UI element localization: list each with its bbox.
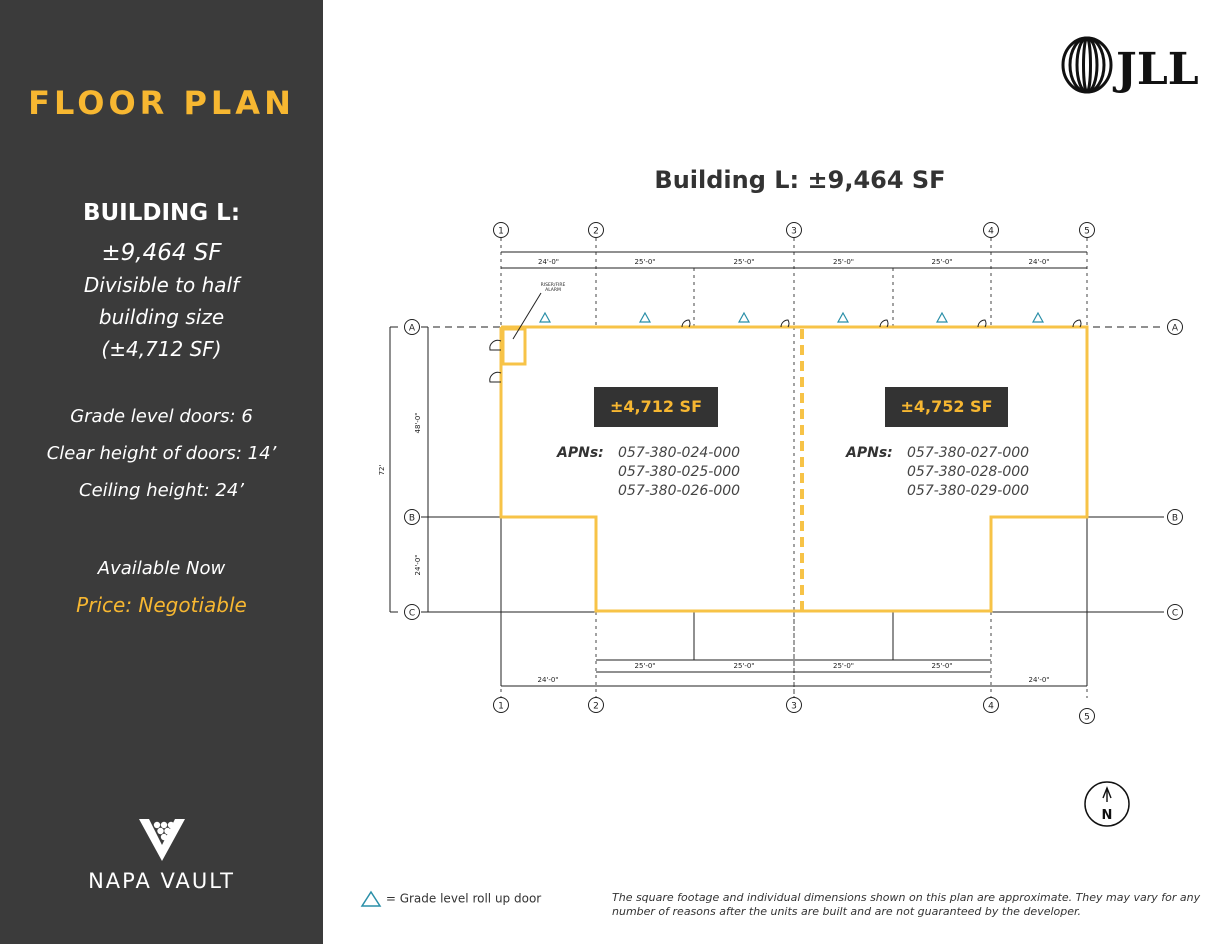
grid-bubble-row-label: B [1171, 513, 1179, 524]
dim-label-top: 25'-0" [634, 258, 656, 266]
napa-vault-text: NAPA VAULT [88, 869, 235, 893]
building-area: ±9,464 SF [101, 240, 222, 266]
roll-up-door-icon [937, 313, 947, 322]
legend [360, 890, 541, 908]
grid-bubble-col-label: 4 [988, 701, 994, 712]
grid-bubble-col-label: 5 [1084, 226, 1090, 237]
roll-up-door-icon [739, 313, 749, 322]
divisible-line-1: Divisible to half [83, 273, 240, 297]
grid-bubble-col-label: 2 [593, 226, 599, 237]
divisible-line-2: building size [98, 305, 225, 329]
apn-item: 057-380-026-000 [618, 483, 741, 499]
callout-label: RISER/FIRE [540, 283, 566, 288]
apn-item: 057-380-028-000 [907, 464, 1030, 480]
dim-label-bottom: 25'-0" [634, 662, 656, 670]
north-arrow-icon [1083, 780, 1131, 833]
callout-leader [513, 293, 541, 339]
grape-icon [137, 815, 187, 863]
grid-bubble-col-label: 3 [791, 701, 797, 712]
grid-bubble-row-label: C [408, 608, 416, 619]
dim-label-top: 25'-0" [733, 258, 755, 266]
unit-right-apn-label: APNs: [846, 445, 893, 461]
grade-doors: Grade level doors: 6 [70, 406, 253, 427]
dim-label-bottom: 25'-0" [733, 662, 755, 670]
dim-label-left-total: 72' [378, 464, 386, 476]
unit-left-apn-label: APNs: [557, 445, 604, 461]
availability: Available Now [97, 558, 226, 579]
dim-label-left: 48'-0" [414, 412, 422, 434]
unit-right-apns [907, 444, 1029, 501]
apn-item: 057-380-027-000 [907, 445, 1030, 461]
jll-text: JLL [1116, 44, 1199, 95]
callout-label: ALARM [545, 288, 561, 293]
roll-up-door-icon [640, 313, 650, 322]
dim-label-bottom-outer: 24'-0" [1028, 676, 1050, 684]
unit-right-area: ±4,752 SF [885, 387, 1008, 427]
roll-up-door-icon [838, 313, 848, 322]
roll-up-door-icon [540, 313, 550, 322]
unit-left-apns [618, 444, 740, 501]
page-title: FLOOR PLAN [28, 84, 295, 122]
grid-bubble-row-label: C [1171, 608, 1179, 619]
dim-label-top: 25'-0" [832, 258, 855, 266]
grid-bubble-row-label: A [1171, 323, 1179, 334]
dim-label-left: 24'-0" [414, 554, 422, 576]
unit-left-area: ±4,712 SF [594, 387, 718, 427]
roll-up-door-icon [1033, 313, 1043, 322]
apn-item: 057-380-025-000 [618, 464, 741, 480]
dim-label-bottom: 25'-0" [931, 662, 953, 670]
grid-bubble-col-label: 4 [988, 226, 994, 237]
grid-bubble-row-label: A [408, 323, 416, 334]
grid-bubble-col-label: 5 [1084, 712, 1090, 723]
grid-bubble-col-label: 1 [498, 226, 504, 237]
grid-bubble-row-label: B [408, 513, 416, 524]
ceiling-height: Ceiling height: 24’ [79, 480, 244, 501]
grid-bubble-col-label: 1 [498, 701, 504, 712]
apn-item: 057-380-029-000 [907, 483, 1030, 499]
dim-label-top: 24'-0" [1028, 258, 1050, 266]
riser-room [503, 329, 525, 364]
building-label: BUILDING L: [82, 200, 241, 226]
price: Price: Negotiable [76, 593, 247, 617]
plan-title: Building L: ±9,464 SF [654, 166, 946, 194]
triangle-icon [360, 890, 382, 908]
north-label: N [1101, 808, 1113, 823]
dim-label-bottom: 25'-0" [832, 662, 855, 670]
man-door-icon [490, 340, 501, 350]
legend-text: = Grade level roll up door [385, 891, 542, 906]
disclaimer: The square footage and individual dimensions shown on this plan are approximate. They may vary for any number of reasons after the units are built and are not guaranteed by the developer. [612, 891, 1201, 918]
dim-label-bottom-outer: 24'-0" [537, 676, 559, 684]
apn-item: 057-380-024-000 [618, 445, 741, 461]
napa-vault-logo [0, 815, 323, 893]
sidebar [0, 0, 323, 944]
man-door-icon [490, 372, 501, 382]
grid-bubble-col-label: 3 [791, 226, 797, 237]
clear-height: Clear height of doors: 14’ [46, 443, 277, 464]
dim-label-top: 24'-0" [537, 258, 560, 266]
grid-bubble-col-label: 2 [593, 701, 599, 712]
divisible-line-3: (±4,712 SF) [101, 337, 222, 361]
dim-label-top: 25'-0" [931, 258, 953, 266]
